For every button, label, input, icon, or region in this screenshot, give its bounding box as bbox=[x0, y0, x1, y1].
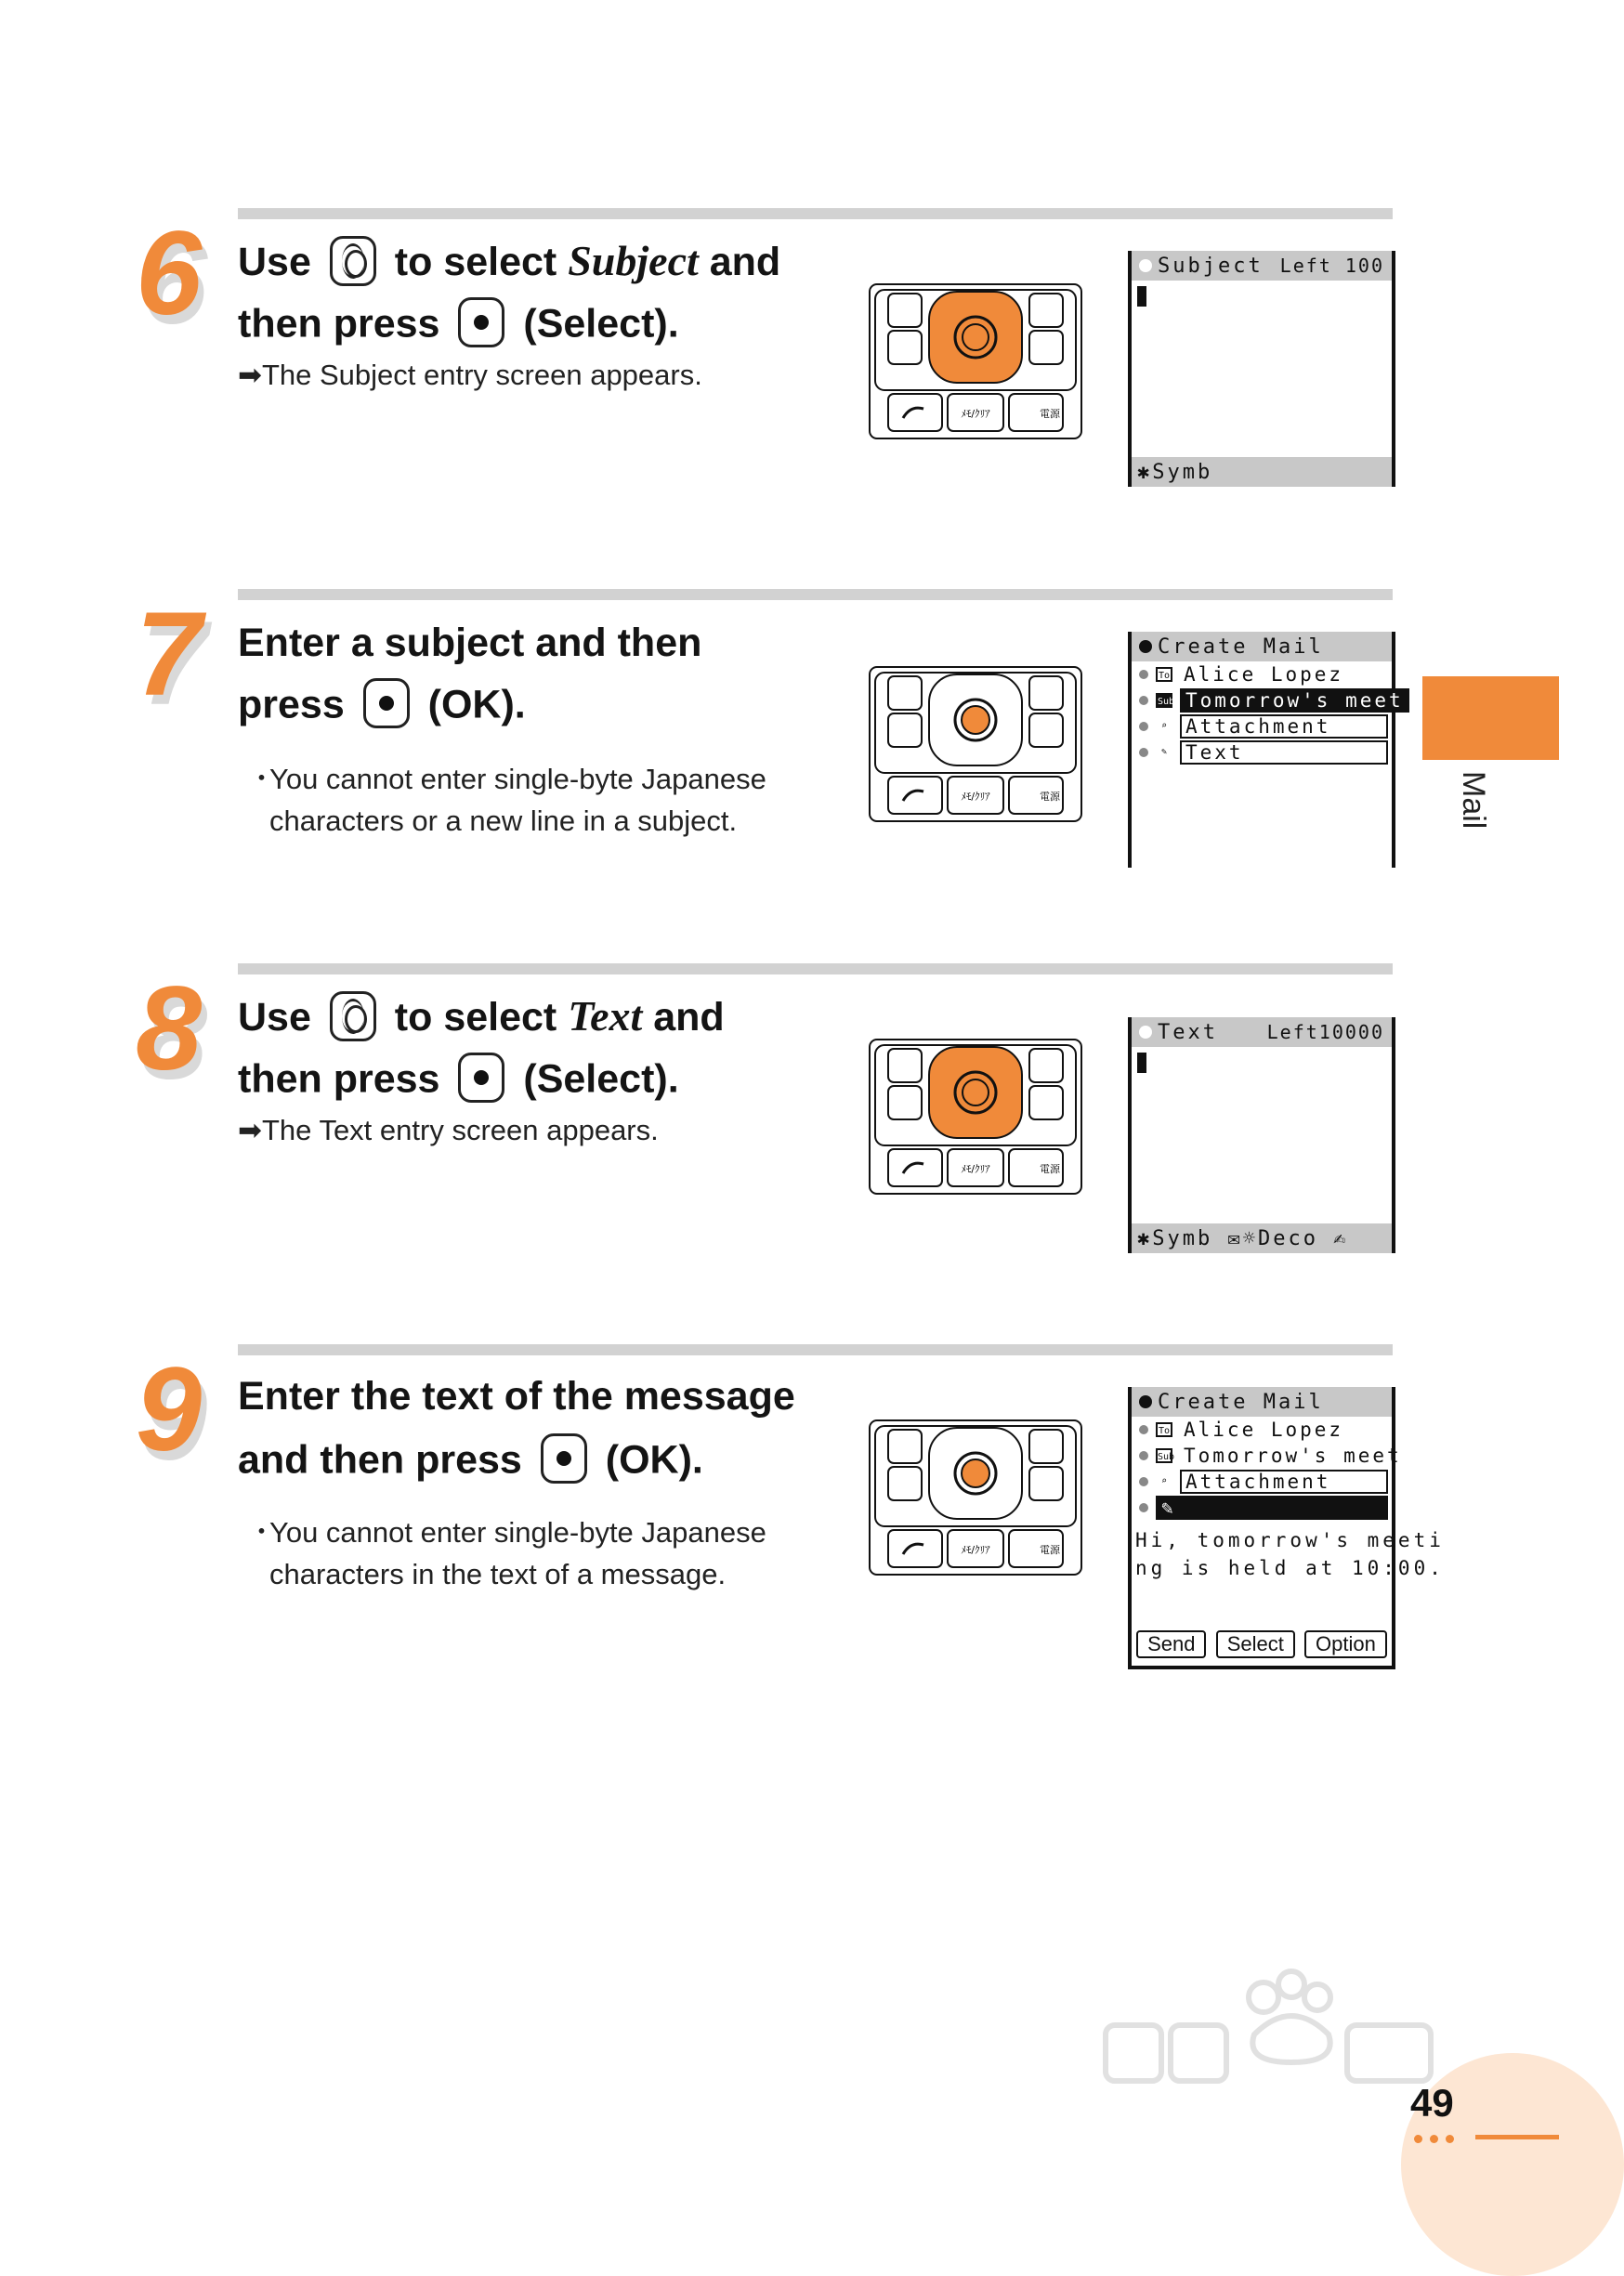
select-key-icon bbox=[541, 1433, 587, 1484]
navigation-key-icon bbox=[330, 991, 376, 1041]
row-text: Tomorrow's meet bbox=[1184, 1445, 1402, 1467]
title-text: press bbox=[238, 682, 345, 727]
step-title-line2 bbox=[238, 1056, 679, 1106]
title-text: Use bbox=[238, 240, 311, 284]
to-icon: To bbox=[1156, 1422, 1172, 1437]
note-line: You cannot enter single-byte Japanese bbox=[269, 763, 766, 795]
section-tab bbox=[1422, 676, 1559, 760]
row-marker-icon bbox=[1139, 722, 1148, 731]
subject-icon: Sub bbox=[1156, 1448, 1172, 1463]
row-marker-icon bbox=[1139, 1425, 1148, 1434]
page-number-line bbox=[1475, 2135, 1559, 2139]
memo-key-label: ﾒﾓ/ｸﾘｱ bbox=[961, 1163, 990, 1175]
title-text: (OK). bbox=[605, 1437, 703, 1483]
status-dot-icon bbox=[1139, 259, 1152, 272]
recipient-row[interactable] bbox=[1132, 1417, 1392, 1443]
title-text: then press bbox=[238, 1056, 440, 1102]
row-marker-icon bbox=[1139, 670, 1148, 679]
message-line: Hi, tomorrow's meeti bbox=[1135, 1529, 1445, 1551]
step-title-line1: Enter the text of the message bbox=[238, 1374, 795, 1419]
step-title-line2 bbox=[238, 682, 526, 732]
title-text: (OK). bbox=[427, 682, 526, 727]
note-line: You cannot enter single-byte Japanese bbox=[269, 1516, 766, 1549]
screen-header bbox=[1132, 632, 1392, 661]
step-title-line1: Enter a subject and then bbox=[238, 621, 702, 665]
screen-title: Text bbox=[1158, 1020, 1218, 1044]
step-result-note: ➡The Subject entry screen appears. bbox=[238, 359, 702, 391]
select-softkey[interactable]: Select bbox=[1216, 1630, 1295, 1658]
select-key-icon bbox=[458, 1053, 504, 1103]
screen-header bbox=[1132, 1387, 1392, 1417]
memo-key-label: ﾒﾓ/ｸﾘｱ bbox=[961, 408, 990, 420]
chars-left-counter: Left10000 bbox=[1266, 1021, 1384, 1043]
step-title-line2 bbox=[238, 301, 679, 351]
memo-key-label: ﾒﾓ/ｸﾘｱ bbox=[961, 1544, 990, 1556]
row-marker-icon bbox=[1139, 748, 1148, 757]
phone-screen bbox=[1128, 251, 1395, 487]
title-text: Use bbox=[238, 995, 311, 1040]
subject-row[interactable] bbox=[1132, 1443, 1402, 1469]
attachment-row[interactable] bbox=[1132, 1469, 1392, 1495]
step-8 bbox=[0, 963, 1559, 1335]
text-field-highlight bbox=[1156, 1496, 1388, 1520]
title-text: to select bbox=[394, 995, 557, 1040]
phone-keypad-illustration bbox=[864, 665, 1087, 823]
subject-row[interactable] bbox=[1132, 687, 1404, 713]
message-line: ng is held at 10:00. bbox=[1135, 1557, 1445, 1579]
step-title-line1 bbox=[238, 236, 780, 290]
phone-keypad-icon bbox=[864, 282, 1087, 440]
step-title-line1 bbox=[238, 991, 725, 1045]
screen-title: Create Mail bbox=[1158, 634, 1324, 659]
subject-icon: Sub bbox=[1156, 693, 1172, 708]
power-key-label: 電源 bbox=[1040, 1163, 1060, 1175]
menu-item-name: Text bbox=[568, 992, 643, 1040]
power-key-label: 電源 bbox=[1040, 1544, 1060, 1556]
phone-keypad-icon bbox=[864, 1038, 1087, 1196]
phone-keypad-illustration bbox=[864, 1419, 1087, 1576]
page-number-dots bbox=[1414, 2131, 1470, 2142]
step-6 bbox=[0, 208, 1559, 580]
select-key-icon bbox=[363, 678, 410, 728]
text-cursor bbox=[1137, 286, 1146, 307]
step-divider bbox=[238, 1344, 1393, 1355]
screen-header bbox=[1132, 1017, 1392, 1047]
row-marker-icon bbox=[1139, 1503, 1148, 1512]
title-text: then press bbox=[238, 301, 440, 347]
step-number: 9 bbox=[136, 1343, 203, 1476]
note-line: characters or a new line in a subject. bbox=[269, 804, 738, 837]
step-number: 8 bbox=[136, 962, 203, 1095]
phone-screen bbox=[1128, 1387, 1445, 1669]
screen-title: Create Mail bbox=[1158, 1390, 1324, 1414]
baidu-watermark-logo bbox=[1096, 1960, 1449, 2118]
menu-item-name: Subject bbox=[568, 237, 699, 284]
status-dot-icon bbox=[1139, 1395, 1152, 1408]
navigation-key-icon bbox=[330, 236, 376, 286]
title-text: (Select). bbox=[523, 1056, 679, 1102]
send-softkey[interactable]: Send bbox=[1136, 1630, 1206, 1658]
select-key-icon bbox=[458, 297, 504, 347]
phone-screen bbox=[1128, 632, 1404, 868]
text-row[interactable] bbox=[1132, 1495, 1392, 1521]
phone-screen bbox=[1128, 1017, 1395, 1253]
page-number: 49 bbox=[1410, 2081, 1454, 2125]
to-icon: To bbox=[1156, 667, 1172, 682]
title-text: and then press bbox=[238, 1437, 522, 1483]
title-text: and bbox=[653, 995, 725, 1040]
row-marker-icon bbox=[1139, 1451, 1148, 1460]
paperclip-icon: ⌕ bbox=[1160, 1476, 1168, 1486]
note-line: characters in the text of a message. bbox=[269, 1558, 727, 1590]
text-cursor bbox=[1137, 1053, 1146, 1073]
softkey-bar bbox=[1132, 1630, 1392, 1658]
memo-key-label: ﾒﾓ/ｸﾘｱ bbox=[961, 791, 990, 803]
power-key-label: 電源 bbox=[1040, 791, 1060, 803]
option-softkey[interactable]: Option bbox=[1304, 1630, 1387, 1658]
phone-keypad-icon bbox=[864, 1419, 1087, 1576]
step-divider bbox=[238, 208, 1393, 219]
step-9 bbox=[0, 1344, 1559, 1716]
power-key-label: 電源 bbox=[1040, 408, 1060, 420]
row-text: Alice Lopez bbox=[1184, 1419, 1344, 1441]
text-row[interactable] bbox=[1132, 739, 1392, 765]
step-result-note: ➡The Text entry screen appears. bbox=[238, 1114, 659, 1146]
attachment-row[interactable] bbox=[1132, 713, 1392, 739]
status-dot-icon bbox=[1139, 1026, 1152, 1039]
step-number: 6 bbox=[136, 207, 203, 340]
pencil-icon: ✎ bbox=[1160, 747, 1168, 757]
phone-keypad-illustration bbox=[864, 1038, 1087, 1196]
title-text: to select bbox=[394, 240, 557, 284]
phone-keypad-icon bbox=[864, 665, 1087, 823]
message-body bbox=[1132, 1521, 1445, 1582]
step-title-line2 bbox=[238, 1437, 703, 1487]
bullet-mark: ・ bbox=[247, 763, 276, 795]
screen-header bbox=[1132, 251, 1392, 281]
paperclip-icon: ⌕ bbox=[1160, 721, 1168, 731]
title-text: (Select). bbox=[523, 301, 679, 347]
phone-keypad-illustration bbox=[864, 282, 1087, 440]
step-divider bbox=[238, 963, 1393, 974]
row-text: Text bbox=[1180, 740, 1388, 765]
row-text: Alice Lopez bbox=[1184, 663, 1344, 686]
title-text: and bbox=[709, 240, 781, 284]
step-divider bbox=[238, 589, 1393, 600]
pencil-icon: ✎ bbox=[1161, 1497, 1176, 1519]
row-text: Attachment bbox=[1180, 1470, 1388, 1494]
bullet-mark: ・ bbox=[247, 1516, 276, 1549]
section-tab-label: Mail bbox=[1456, 771, 1491, 830]
chars-left-counter: Left 100 bbox=[1279, 255, 1384, 277]
row-text: Attachment bbox=[1180, 714, 1388, 739]
row-marker-icon bbox=[1139, 696, 1148, 705]
row-marker-icon bbox=[1139, 1477, 1148, 1486]
row-text: Tomorrow's meet bbox=[1180, 688, 1409, 713]
recipient-row[interactable] bbox=[1132, 661, 1392, 687]
screen-footer: ✱Symb bbox=[1132, 457, 1392, 487]
status-dot-icon bbox=[1139, 640, 1152, 653]
step-7 bbox=[0, 589, 1559, 961]
step-number: 7 bbox=[136, 588, 203, 721]
screen-footer: ✱Symb ✉☼Deco ✍ bbox=[1132, 1223, 1392, 1253]
screen-title: Subject bbox=[1158, 254, 1264, 278]
